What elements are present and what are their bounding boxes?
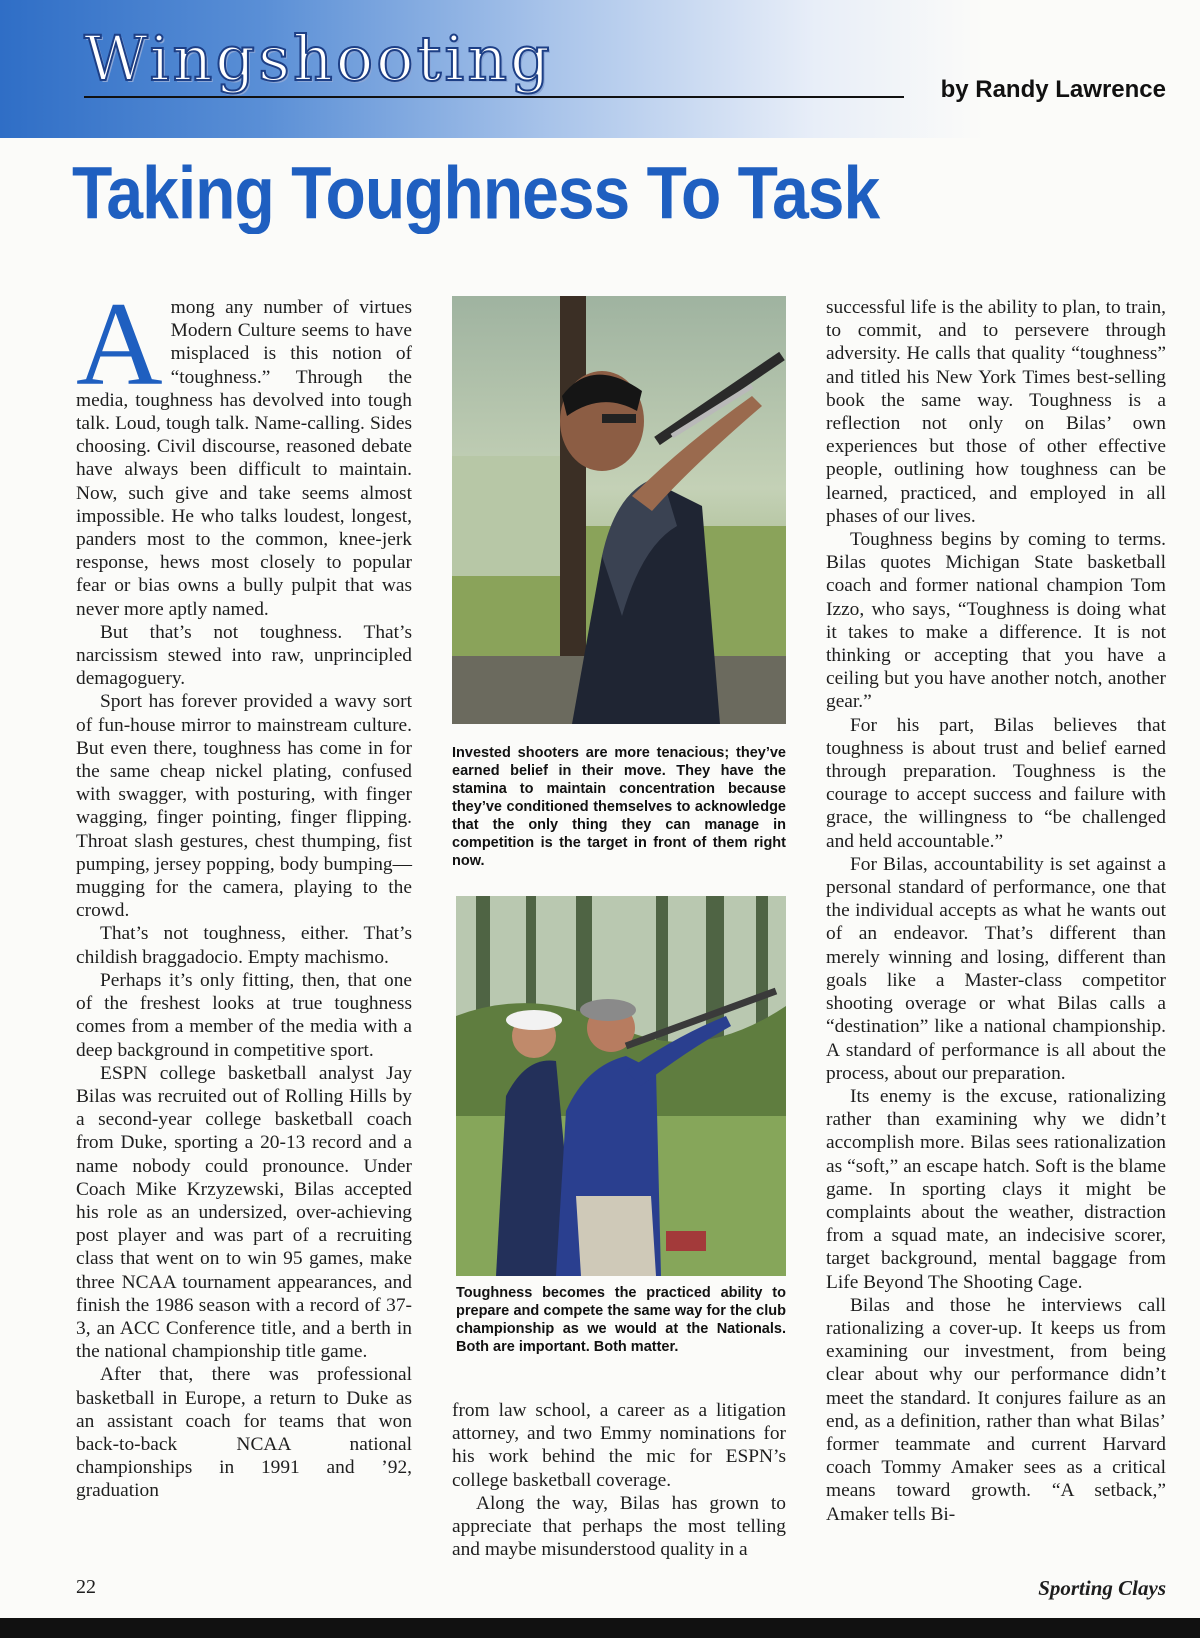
paragraph-6: ESPN college basketball analyst Jay Bilas was recruited out of Rolling Hills by a second-year college basketball coach from Duke, sporting a 20-13 record and a name nobody could pronounce. Under Coach Mike Krzyzewski, Bilas accepted his role as an undersized, over-achieving post player and was part of a recruiting class that went on to win 95 games, make three NCAA tournament appearances, and finish the 1986 season with a record of 37-3, an ACC Conference title, and a berth in the national championship title game. — [76, 1062, 412, 1363]
paragraph-1-text: mong any number of virtues Modern Culture seems to have misplaced is this notion of “toughness.” Through the media, toughness has devolved into tough talk. Loud, tough talk. Name-calling. Sides choosing. Civil discourse, reasoned debate have always been difficult to maintain. Now, such give and take seems almost impossible. He who talks loudest, longest, panders most to the common, knee-jerk response, hews most closely to popular fear or bias owns a bully pulpit that was never more aptly named. — [76, 297, 412, 620]
publication-name: Sporting Clays — [1038, 1576, 1166, 1600]
byline: by Randy Lawrence — [940, 76, 1166, 103]
paragraph-2: But that’s not toughness. That’s narcissism stewed into raw, unprincipled demagoguery. — [76, 621, 412, 690]
col3-paragraph-3: For his part, Bilas believes that toughness is about trust and belief earned through preparation. Toughness is the courage to accept success and failure with grace, the willingness to “be challenged and held accountable.” — [826, 714, 1166, 852]
paragraph-3: Sport has forever provided a wavy sort of fun-house mirror to mainstream culture. But even there, toughness has come in for the same cheap nickel plating, confused with swagger, with posturing, with finger wagging, finger pointing, finger flipping. Throat slash gestures, chest thumping, fist pumping, jersey popping, body bumping—mugging for the camera, playing to the crowd. — [76, 691, 412, 922]
page-number: 22 — [76, 1576, 96, 1598]
column-2-text — [452, 1399, 786, 1561]
header-rule — [84, 96, 904, 98]
drop-cap: A — [76, 277, 163, 410]
column-3 — [826, 296, 1166, 1526]
photo-two-shooters — [456, 896, 786, 1276]
col3-paragraph-1: successful life is the ability to plan, to train, to commit, and to persevere through adversity. He calls that quality “toughness” and titled his New York Times best-selling book the same way. Toughness is a reflection not only on Bilas’ own experiences but those of other effective people, outlining how toughness can be learned, practiced, and employed in all phases of our lives. — [826, 297, 1166, 527]
paragraph-1 — [76, 277, 412, 621]
col3-paragraph-4: For Bilas, accountability is set against a personal standard of performance, one that the individual accepts as what he wants out of an endeavor. That’s different than merely winning and losing, different than goals like a Master-class competitor shooting overage or what Bilas calls a “destination” like a national championship. A standard of performance is all about the process, about our preparation. — [826, 853, 1166, 1084]
col3-paragraph-2: Toughness begins by coming to terms. Bilas quotes Michigan State basketball coach and former national champion Tom Izzo, who says, “Toughness is doing what it takes to make a difference. It is not thinking or accepting that you have a ceiling but you have another notch, another gear.” — [826, 529, 1166, 713]
col2-paragraph-2: Along the way, Bilas has grown to appreciate that perhaps the most telling and maybe misunderstood quality in a — [452, 1492, 786, 1561]
bottom-scan-edge — [0, 1618, 1200, 1638]
col3-paragraph-6: Bilas and those he interviews call rationalizing a cover-up. It keeps us from examining our investment, from being clear about why our performance didn’t meet the standard. It conjures failure as an end, as a definition, rather than what Bilas’ former teammate and current Harvard coach Tommy Amaker sees as a critical means toward growth. “A setback,” Amaker tells Bi- — [826, 1294, 1166, 1525]
section-title: Wingshooting — [84, 22, 553, 95]
article-headline: Taking Toughness To Task — [72, 151, 880, 234]
photo-caption-1: Invested shooters are more tenacious; they’ve earned belief in their move. They have the stamina to maintain concentration because they’ve conditioned themselves to acknowledge that the only thing they can manage in competition is the target in front of them right now. — [452, 745, 786, 869]
col3-paragraph-5: Its enemy is the excuse, rationalizing rather than examining why we didn’t accomplish more. Bilas sees rationalization as “soft,” an escape hatch. Soft is the blame game. In sporting clays it might be complaints about the weather, distraction from a squad mate, an indecisive scorer, target background, mental baggage from Life Beyond The Shooting Cage. — [826, 1085, 1166, 1293]
paragraph-5: Perhaps it’s only fitting, then, that one of the freshest looks at true toughness comes from a member of the media with a deep background in competitive sport. — [76, 969, 412, 1061]
paragraph-4: That’s not toughness, either. That’s childish braggadocio. Empty machismo. — [76, 923, 412, 968]
column-1 — [76, 277, 412, 1503]
photo-shooter-closeup — [452, 296, 786, 724]
col2-paragraph-1: from law school, a career as a litigation attorney, and two Emmy nominations for his work behind the mic for ESPN’s college basketball coverage. — [452, 1400, 786, 1491]
photo-caption-2: Toughness becomes the practiced ability to prepare and compete the same way for the club championship as we would at the Nationals. Both are important. Both matter. — [456, 1285, 786, 1355]
paragraph-7: After that, there was professional basketball in Europe, a return to Duke as an assistant coach for teams that won back-to-back NCAA national championships in 1991 and ’92, graduation — [76, 1364, 412, 1502]
